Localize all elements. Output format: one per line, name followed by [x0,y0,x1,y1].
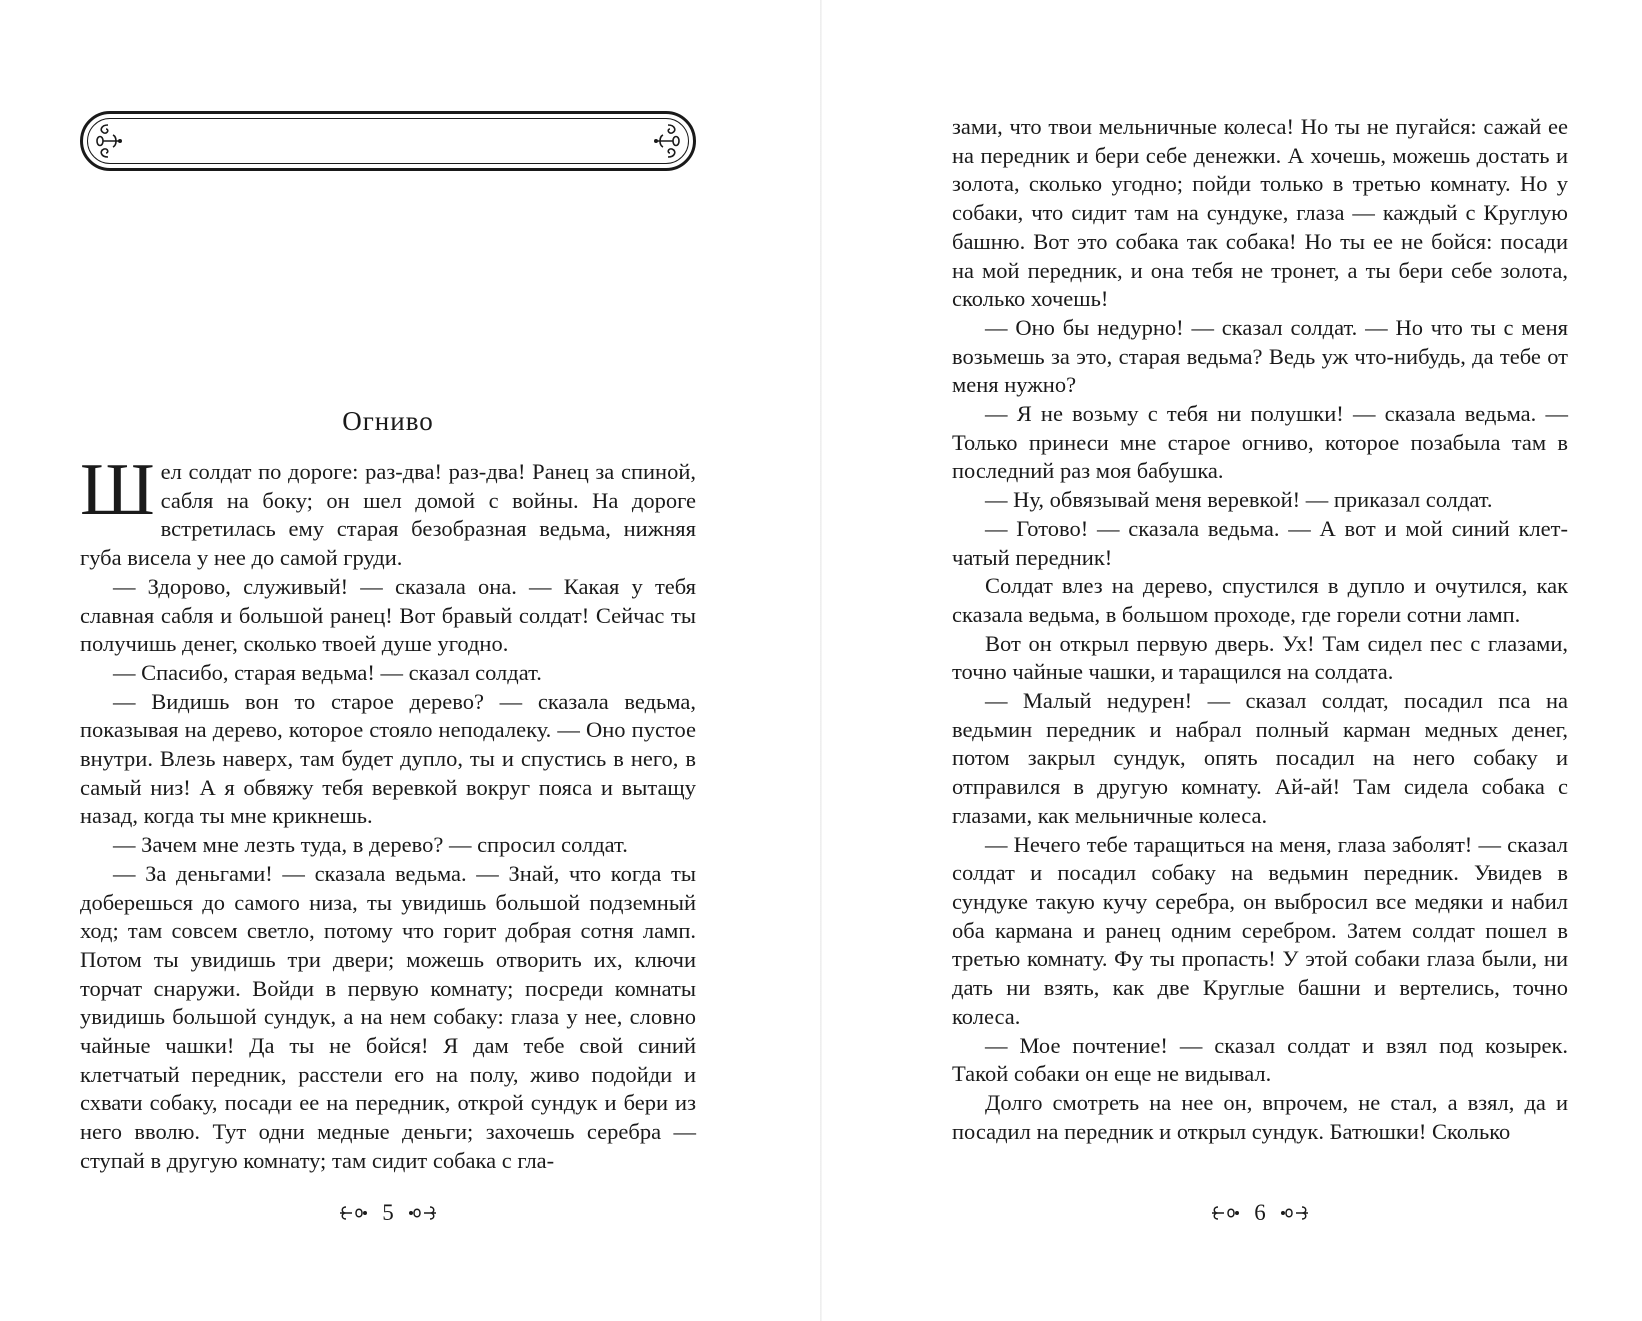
left-page [0,0,820,1321]
paragraph: — Видишь вон то старое дерево? — сказала ведьма, показывая на дерево, которое стояло неподалеку. — Оно пустое внутри. Влезь наверх, там будет дупло, ты и спустись в него, в самый низ! А я обвяжу тебя веревкой вокруг пояса и вытащу назад, когда ты мне крикнешь. [80,688,696,829]
paragraph: — Здорово, служивый! — сказала она. — Какая у тебя славная сабля и большой ранец! Вот бравый солдат! Сейчас ты получишь денег, сколько твоей душе угодно. [80,573,696,657]
left-body-text [80,449,696,1176]
paragraph: — Я не возьму с тебя ни полушки! — сказала ведьма. — Только принеси мне старое огниво, которое позабыла там в последний раз моя бабушка. [952,401,1568,484]
paragraph: — Спасибо, старая ведьма! — сказал солдат. [113,659,542,685]
paragraph: Шел солдат по дороге: раз-два! раз-два! Ранец за спиной, сабля на боку; он шел домой с войны. На дороге встретилась ему старая безобразная ведьма, нижняя губа висела у нее до самой груди. [80,449,696,571]
paragraph: — Ну, обвязывай меня веревкой! — приказал солдат. [985,487,1493,513]
flourish-icon [91,121,125,161]
paragraph: зами, что твои мельничные колеса! Но ты не пугайся: сажай ее на передник и бери себе денежки. А хочешь, можешь достать и золота, сколько угодно; пойди только в третью комнату. Но у собаки, что сидит там на сундуке, глаза — каждый с Круглую башню. Вот это собака так собака! Но ты ее не бойся: посади на мой передник, и она тебя не тронет, а ты бери себе золота, сколько хочешь! [952,114,1568,312]
fleuron-icon [338,1202,368,1224]
fleuron-icon [408,1202,438,1224]
page-number-right [952,1200,1568,1226]
page-number: 5 [382,1200,394,1225]
fleuron-icon [1280,1202,1310,1224]
paragraph: — Зачем мне лезть туда, в дерево? — спросил солдат. [113,832,628,858]
page-number-left [80,1200,696,1226]
paragraph: — Малый недурен! — сказал солдат, посадил пса на ведьмин передник и набрал полный карман медных денег, потом закрыл сундук, опять посадил на него собаку и отправился в другую комнату. Ай-ай! Там сидела собака с глазами, как мельничные колеса. [952,688,1568,828]
paragraph: — За деньгами! — сказала ведьма. — Знай, что когда ты доберешься до самого низа, ты увидишь большой подземный ход; там совсем светло, потому что горит добрая сотня ламп. Потом ты увидишь три двери; можешь отворить их, ключи торчат снаружи. Войди в первую комнату; посреди комнаты увидишь большой сундук, а на нем собаку: глаза у нее, словно чайные чашки! Да ты не бойся! Я дам тебе свой синий клетчатый передник, расстели его на полу, живо подойди и схвати собаку, посади ее на передник, открой сундук и бери из него вволю. Тут одни медные деньги; захочешь серебра — ступай в другую комнату; там сидит собака с гла- [80,860,696,1173]
paragraph: Вот он открыл первую дверь. Ух! Там сидел пес с глазами, точно чайные чашки, и таращился на солдата. [952,630,1568,685]
paragraph: — Готово! — сказала ведьма. — А вот и мой синий клетчатый передник! [952,515,1568,570]
page-number: 6 [1254,1200,1266,1225]
right-body-text [952,113,1568,1146]
paragraph: — Оно бы недурно! — сказал солдат. — Но что ты с меня возьмешь за это, старая ведьма? Ведь уж что-нибудь, да тебе от меня нужно? [952,314,1568,398]
chapter-title: Огниво [342,406,434,436]
paragraph: — Нечего тебе таращиться на меня, глаза заболят! — сказал солдат и посадил собаку на ведьмин передник. Увидев в сундуке такую кучу серебра, он выбросил все медяки и набил оба кармана и ранец одним серебром. Затем солдат пошел в третью комнату. Фу ты пропасть! У этой собаки глаза были, ни дать ни взять, как две Круглые башни и вертелись, точно колеса. [952,831,1568,1029]
paragraph: Солдат влез на дерево, спустился в дупло и очутился, как сказала ведьма, в большом проходе, где горели сотни ламп. [952,573,1568,627]
drop-cap: Ш [80,449,155,531]
paragraph: Долго смотреть на нее он, впрочем, не стал, а взял, да и посадил на передник и открыл сундук. Батюшки! Сколько [952,1089,1568,1144]
chapter-header-frame [80,111,696,171]
flourish-icon [651,121,685,161]
paragraph: — Мое почтение! — сказал солдат и взял под козырек. Такой собаки он еще не видывал. [952,1032,1568,1087]
fleuron-icon [1210,1202,1240,1224]
right-page [822,0,1642,1321]
